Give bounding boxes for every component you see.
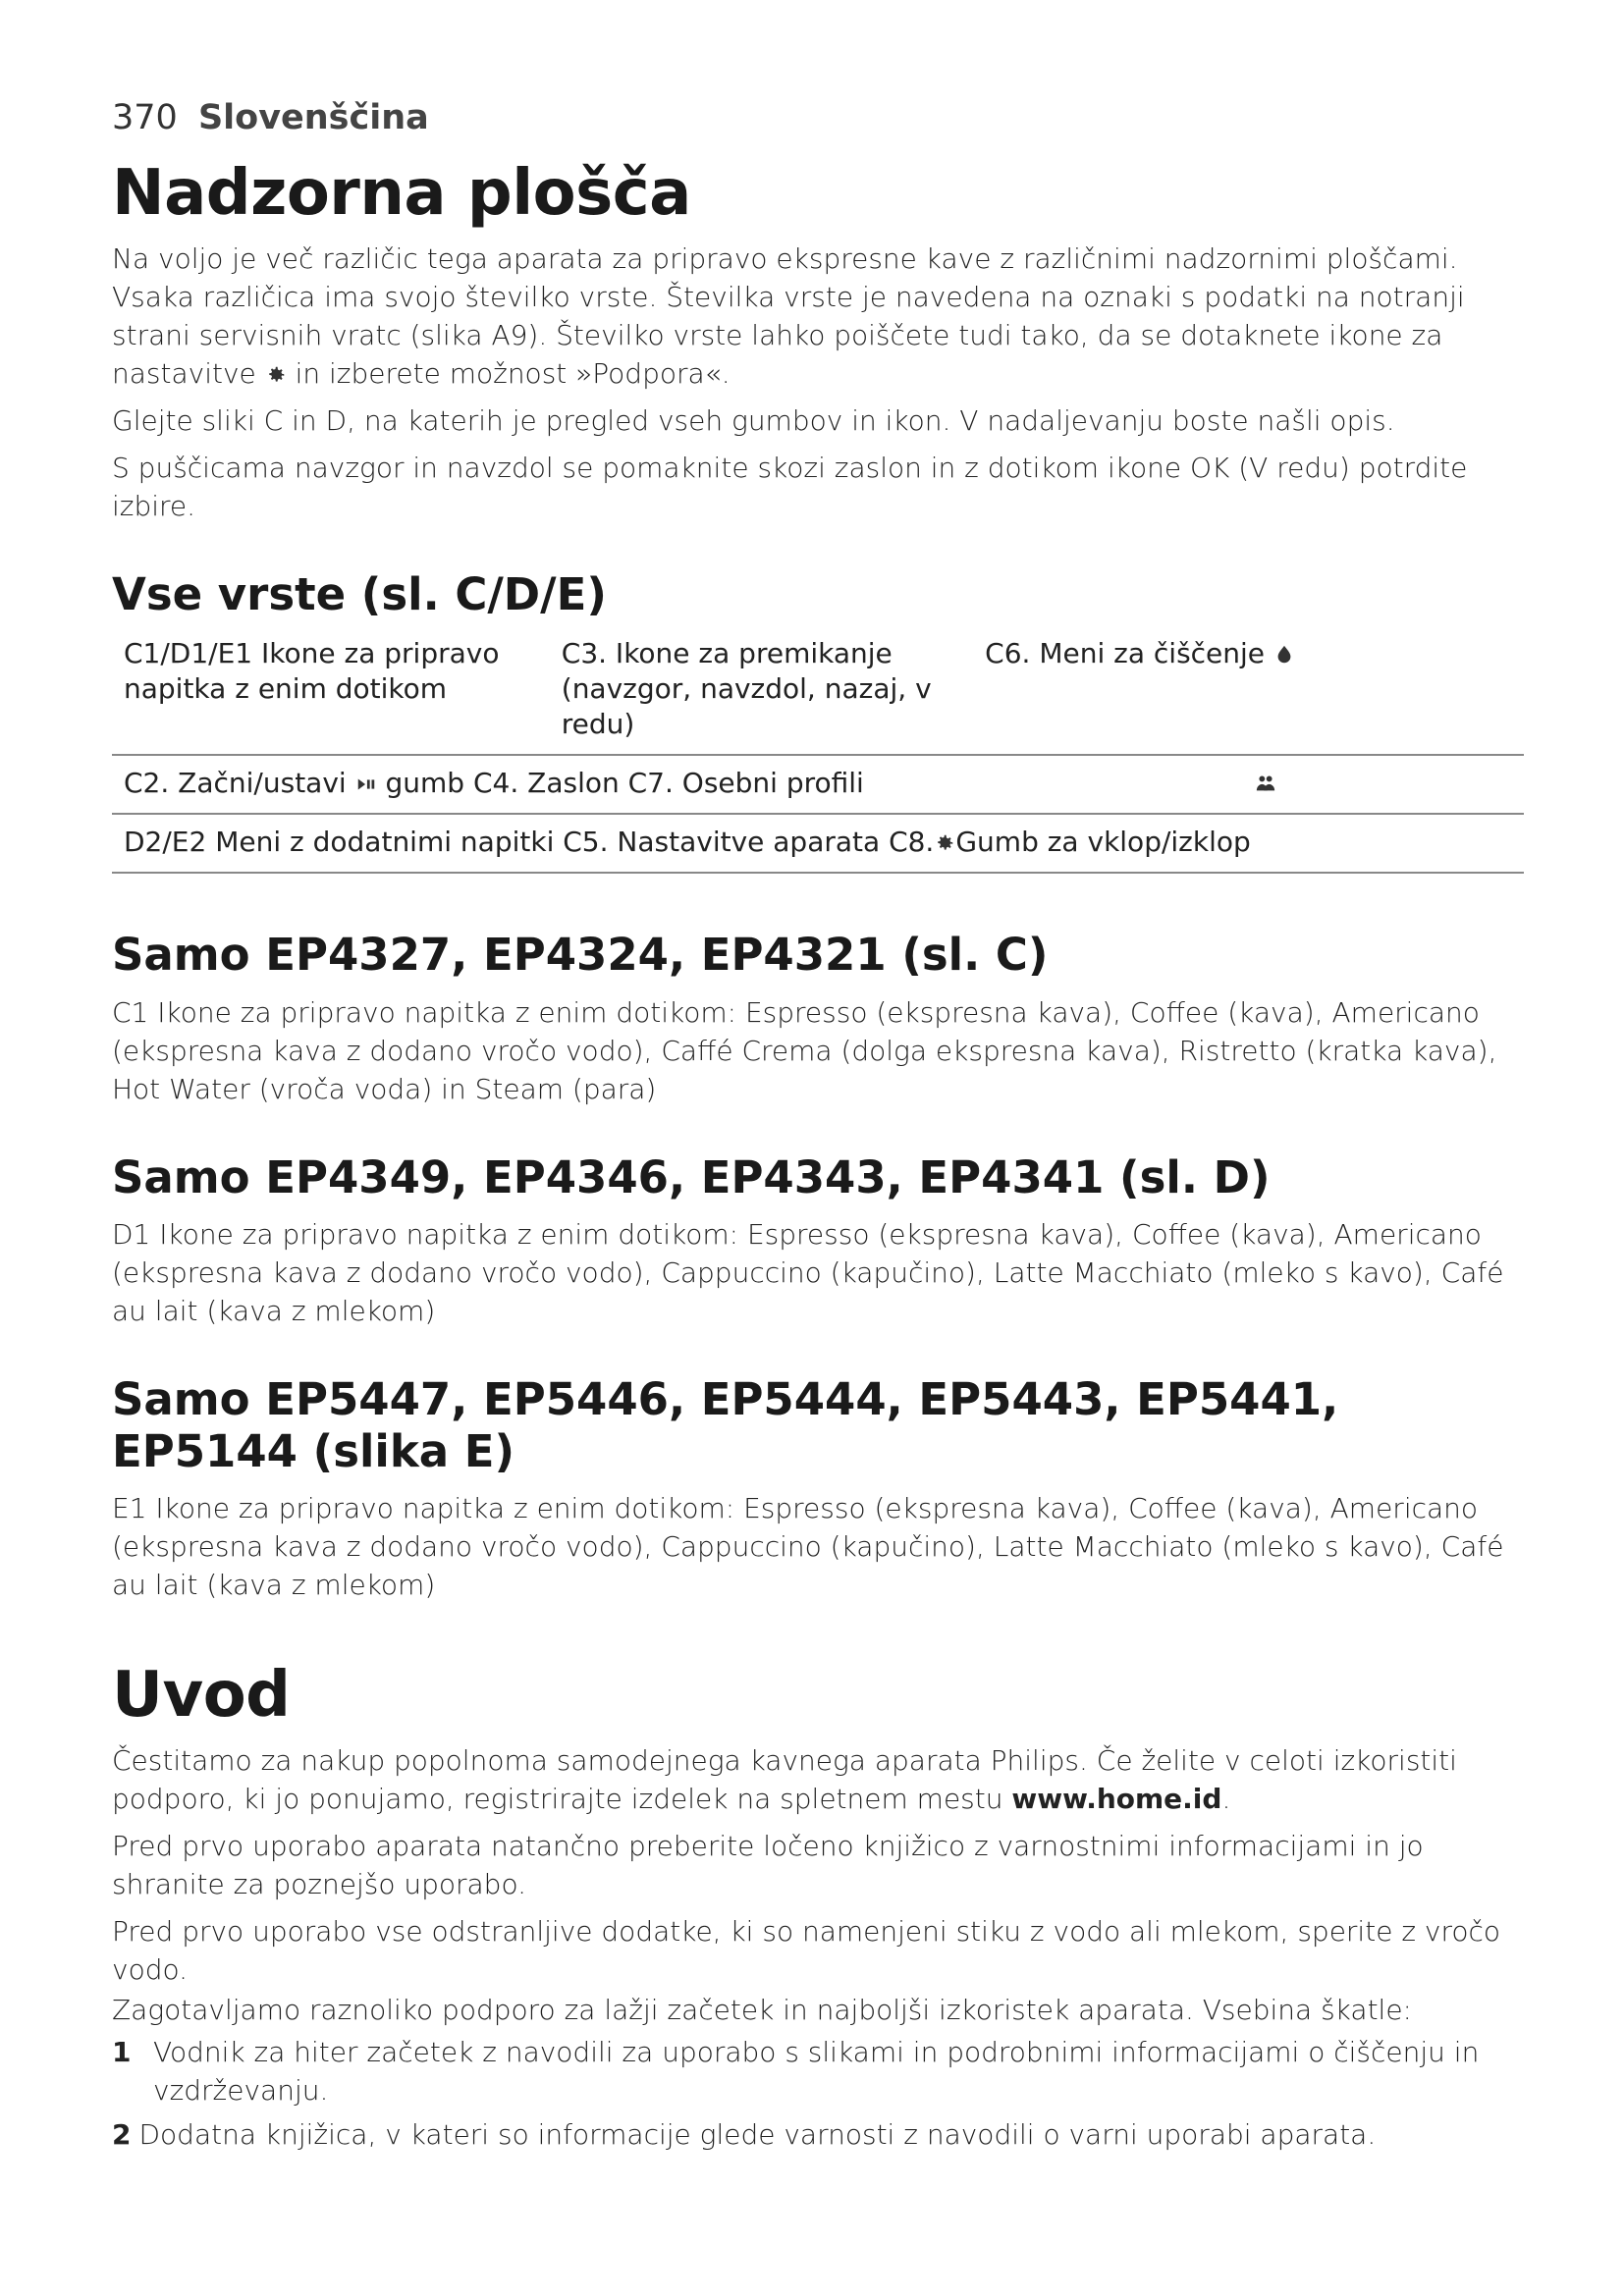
table-cell (112, 814, 1524, 873)
list-item (112, 2033, 1524, 2109)
heading-uvod: Uvod (112, 1658, 291, 1732)
table-cell (112, 755, 1524, 814)
paragraph-see-images: Glejte sliki C in D, na katerih je pregled vseh gumbov in ikon. V nadaljevanju boste našli opis. (112, 404, 1395, 438)
heading-nadzorna-plosca: Nadzorna plošča (112, 157, 691, 230)
cleaning-drop-icon (1273, 644, 1295, 666)
paragraph-safety: Pred prvo uporabo aparata natančno preberite ločeno knjižico z varnostnimi informacijami in jo shranite za poznejšo uporabo. (112, 1830, 1424, 1901)
page-number: 370 (112, 98, 178, 137)
page-header (112, 98, 1524, 137)
gear-icon (265, 364, 287, 386)
paragraph-congrats (112, 1741, 1524, 1818)
paragraph-congrats-end: . (1221, 1783, 1231, 1816)
power-gear-icon (934, 832, 955, 854)
power-button-label: Gumb za vklop/izklop (955, 826, 1251, 859)
profiles-icon (1255, 773, 1276, 794)
table-cell: C3. Ikone za premikanje (navzgor, navzdol, nazaj, v redu) (561, 637, 932, 741)
controls-row3-text: D2/E2 Meni z dodatnimi napitki C5. Nastavitve aparata C8. (124, 826, 935, 859)
table-row (112, 755, 1524, 814)
website-link[interactable]: www.home.id (1011, 1783, 1222, 1816)
table-row (112, 814, 1524, 873)
paragraph-box-contents: Zagotavljamo raznoliko podporo za lažji začetek in najboljši izkoristek aparata. Vsebina škatle: (112, 1994, 1412, 2027)
paragraph-ep54: E1 Ikone za pripravo napitka z enim dotikom: Espresso (ekspresna kava), Coffee (kava), Americano (ekspresna kava z dodano vročo vodo), Cappuccino (kapučino), Latte Macchiato (mleko s kavo), Café au lait (kava z mlekom) (112, 1491, 1504, 1601)
heading-vse-vrste: Vse vrste (sl. C/D/E) (112, 568, 607, 621)
paragraph-arrows: S puščicama navzgor in navzdol se pomaknite skozi zaslon in z dotikom ikone OK (V redu) potrdite izbire. (112, 452, 1468, 523)
controls-row2-text: gumb C4. Zaslon C7. Osebni profili (385, 767, 864, 800)
paragraph-variants (112, 240, 1524, 393)
list-item-number: 1 (112, 2036, 132, 2069)
page-language: Slovenščina (197, 98, 429, 137)
list-item-number: 2 (112, 2118, 132, 2152)
table-row (112, 632, 1524, 755)
list-item (112, 2115, 1524, 2154)
heading-ep54: Samo EP5447, EP5446, EP5444, EP5443, EP5441, EP5144 (slika E) (112, 1372, 1339, 1477)
table-cell (973, 632, 1524, 755)
paragraph-rinse: Pred prvo uporabo vse odstranljive dodatke, ki so namenjeni stiku z vodo ali mlekom, sperite z vročo vodo. (112, 1915, 1501, 1987)
paragraph-variants-text-a: Na voljo je več različic tega aparata za pripravo ekspresne kave z različnimi nadzornimi ploščami. Vsaka različica ima svojo številko vrste. Številka vrste je navedena na oznaki s podatki na notranji strani servisnih vratc (slika A9). Številko vrste lahko poiščete tudi tako, da se dotaknete ikone za nastavitve (112, 242, 1465, 391)
paragraph-variants-text-b: in izberete možnost »Podpora«. (295, 357, 731, 391)
list-item-text: Vodnik za hiter začetek z navodili za uporabo s slikami in podrobnimi informacijami o čiščenju in vzdrževanju. (153, 2036, 1480, 2108)
heading-ep434: Samo EP4349, EP4346, EP4343, EP4341 (sl. D) (112, 1150, 1271, 1203)
heading-ep43: Samo EP4327, EP4324, EP4321 (sl. C) (112, 929, 1049, 982)
paragraph-ep43: C1 Ikone za pripravo napitka z enim dotikom: Espresso (ekspresna kava), Coffee (kava), Americano (ekspresna kava z dodano vročo vodo), Caffé Crema (dolga ekspresna kava), Ristretto (kratka kava), Hot Water (vroča voda) in Steam (para) (112, 995, 1497, 1105)
play-pause-icon (355, 774, 377, 795)
list-item-text: Dodatna knjižica, v kateri so informacije glede varnosti z navodili o varni uporabi aparata. (138, 2118, 1377, 2152)
paragraph-ep434: D1 Ikone za pripravo napitka z enim dotikom: Espresso (ekspresna kava), Coffee (kava), Americano (ekspresna kava z dodano vročo vodo), Cappuccino (kapučino), Latte Macchiato (mleko s kavo), Café au lait (kava z mlekom) (112, 1217, 1504, 1327)
controls-table (112, 632, 1524, 874)
table-cell: C1/D1/E1 Ikone za pripravo napitka z enim dotikom (124, 637, 500, 706)
cleaning-menu-label: C6. Meni za čiščenje (985, 637, 1266, 670)
paragraph-congrats-text: Čestitamo za nakup popolnoma samodejnega kavnega aparata Philips. Če želite v celoti izkoristiti podporo, ki jo ponujamo, registrirajte izdelek na spletnem mestu (112, 1744, 1457, 1816)
start-stop-label: C2. Začni/ustavi (124, 767, 347, 800)
document-page (112, 98, 1524, 2160)
